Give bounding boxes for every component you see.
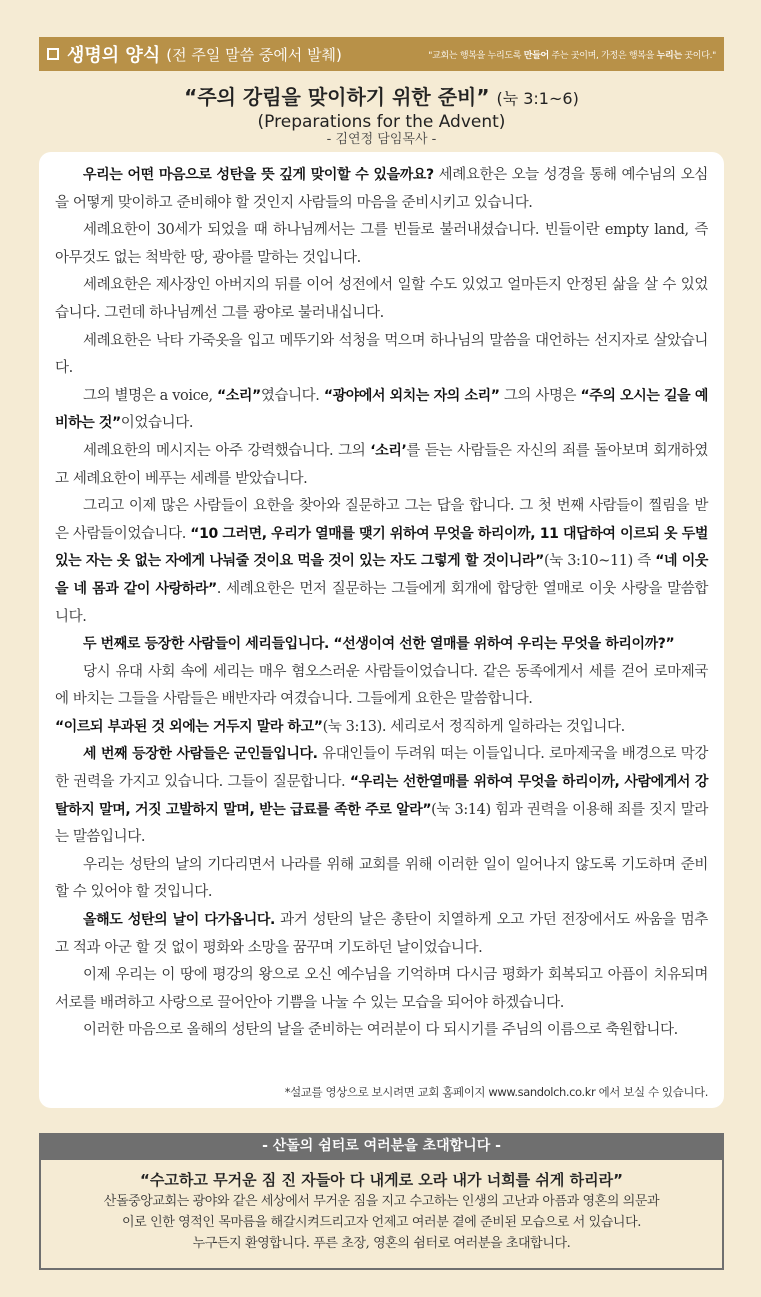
invitation-line: 누구든지 환영합니다. 푸른 초장, 영혼의 쉼터로 여러분을 초대합니다. [192,1236,571,1251]
paragraph: 이제 우리는 이 땅에 평강의 왕으로 오신 예수님을 기억하며 다시금 평화가 회복되고 아픔이 치유되며 서로를 배려하고 사랑으로 끌어안아 기쁨을 나눌 수 있는 모습을 되어야 하겠습니다. [55,967,708,1011]
invitation-header: - 산돌의 쉼터로 여러분을 초대합니다 - [39,1133,724,1160]
paragraph: 세례요한은 낙타 가죽옷을 입고 메뚜기와 석청을 먹으며 하나님의 말씀을 대언하는 선지자로 살았습니다. [55,332,708,377]
paragraph: 당시 유대 사회 속에 세리는 매우 혐오스러운 사람들이었습니다. 같은 동족에게서 세를 걷어 로마제국에 바치는 그들을 사람들은 배반자라 여겼습니다. 그들에게 요한은 말씀합니다. [55,663,708,708]
section-header [39,37,724,71]
paragraph: 이러한 마음으로 올해의 성탄의 날을 준비하는 여러분이 다 되시기를 주님의 이름으로 축원합니다. [83,1022,678,1039]
sermon-body [39,152,724,1108]
invitation-line: 이로 인한 영적인 목마름을 해갈시켜드리고자 언제고 여러분 곁에 준비된 모습으로 서 있습니다. [122,1215,641,1230]
sermon-author: - 김연정 담임목사 - [326,132,437,147]
paragraph: “이르되 부과된 것 외에는 거두지 말라 하고”(눅 3:13). 세리로서 정직하게 일하라는 것입니다. [55,718,625,735]
paragraph: 우리는 어떤 마음으로 성탄을 뜻 깊게 맞이할 수 있을까요? 세례요한은 오늘 성경을 통해 예수님의 오심을 어떻게 맞이하고 준비해야 할 것인지 사람들의 마음을 준비시키고 있습니다. [55,167,708,211]
paragraph: 세례요한은 제사장인 아버지의 뒤를 이어 성전에서 일할 수도 있었고 얼마든지 안정된 삶을 살 수 있었습니다. 그런데 하나님께선 그를 광야로 불러내십니다. [55,277,708,321]
invitation-box [39,1160,724,1270]
invitation-verse: “수고하고 무거운 짐 진 자들아 다 내게로 오라 내가 너희를 쉬게 하리라” [140,1171,623,1189]
square-bullet-icon [47,48,59,60]
church-motto: "교회는 행복을 누리도록 만들어 주는 곳이며, 가정은 행복을 누리는 곳이다." [428,50,716,61]
paragraph: 우리는 성탄의 날의 기다리면서 나라를 위해 교회를 위해 이러한 일이 일어나지 않도록 기도하며 준비할 수 있어야 할 것입니다. [55,856,708,901]
paragraph: 세례요한의 메시지는 아주 강력했습니다. 그의 ‘소리’를 듣는 사람들은 자신의 죄를 돌아보며 회개하였고 세례요한이 베푸는 세례를 받았습니다. [55,442,708,487]
paragraph: 세 번째 등장한 사람들은 군인들입니다. 유대인들이 두려워 떠는 이들입니다. 로마제국을 배경으로 막강한 권력을 가지고 있습니다. 그들이 질문합니다. “우리는 선한열매를 위하여 무엇을 하리이까, 사람에게서 강탈하지 말며, 거짓 고발하지 말며, 받는 급료를 족한 주로 알라”(눅 3:14) 힘과 권력을 이용해 죄를 짓지 말라는 말씀입니다. [55,746,708,846]
scripture-reference: (눅 3:1~6) [496,89,579,108]
invitation-line: 산돌중앙교회는 광야와 같은 세상에서 무거운 짐을 지고 수고하는 인생의 고난과 아픔과 영혼의 의문과 [103,1194,660,1209]
sermon-english-title: (Preparations for the Advent) [257,112,506,132]
section-title: 생명의 양식 [67,45,161,66]
paragraph: 세례요한이 30세가 되었을 때 하나님께서는 그를 빈들로 불러내셨습니다. 빈들이란 empty land, 즉 아무것도 없는 척박한 땅, 광야를 말하는 것입니다. [55,222,708,266]
paragraph: 두 번째로 등장한 사람들이 세리들입니다. “선생이여 선한 열매를 위하여 우리는 무엇을 하리이까?” [83,636,675,653]
sermon-title: “주의 강림을 맞이하기 위한 준비” (눅 3:1~6) [184,85,579,109]
sermon-heading [39,84,724,148]
section-subtitle: (전 주일 말씀 중에서 발췌) [166,45,342,64]
video-note: *설교를 영상으로 보시려면 교회 홈페이지 www.sandolch.co.kr 에서 보실 수 있습니다. [284,1085,708,1099]
paragraph: 올해도 성탄의 날이 다가옵니다. 과거 성탄의 날은 총탄이 치열하게 오고 가던 전장에서도 싸움을 멈추고 적과 아군 할 것 없이 평화와 소망을 꿈꾸며 기도하던 날이었습니다. [55,912,709,956]
paragraph: 그의 별명은 a voice, “소리”였습니다. “광야에서 외치는 자의 소리” 그의 사명은 “주의 오시는 길을 예비하는 것”이었습니다. [55,387,709,432]
paragraph: 그리고 이제 많은 사람들이 요한을 찾아와 질문하고 그는 답을 합니다. 그 첫 번째 사람들이 찔림을 받은 사람들이었습니다. “10 그러면, 우리가 열매를 맺기 위하여 무엇을 하리이까, 11 대답하여 이르되 옷 두벌 있는 자는 옷 없는 자에게 나눠줄 것이요 먹을 것이 있는 자도 그렇게 할 것이니라”(눅 3:10~11) 즉 “네 이웃을 네 몸과 같이 사랑하라”. 세례요한은 먼저 질문하는 그들에게 회개에 합당한 열매로 이웃 사랑을 말씀합니다. [55,498,709,625]
